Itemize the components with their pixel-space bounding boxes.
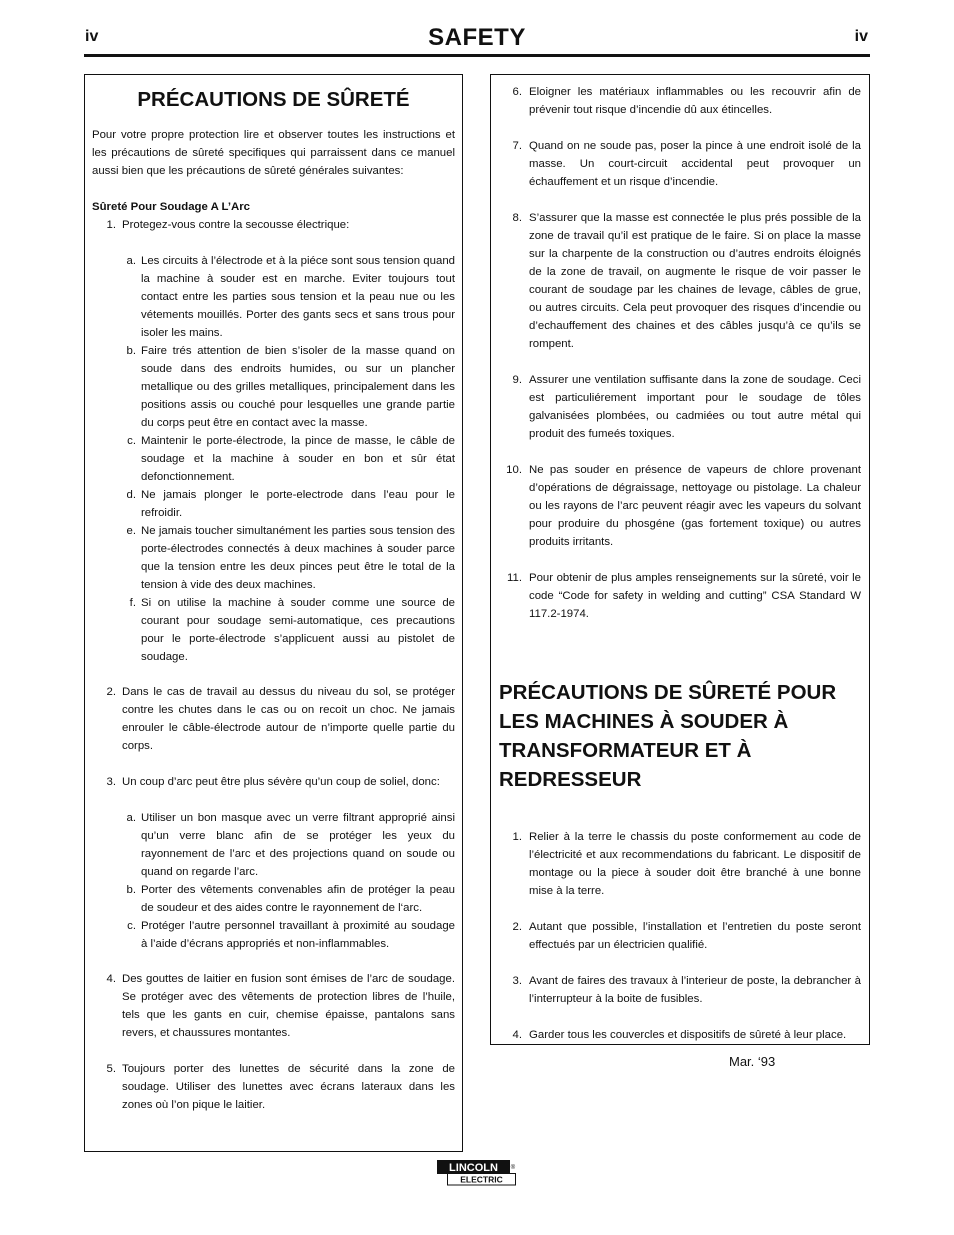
- item-letter: c.: [127, 435, 136, 447]
- item-number: 10.: [506, 464, 522, 476]
- right-column-box: [490, 74, 870, 1045]
- item-number: 11.: [507, 572, 522, 584]
- intro-paragraph: Pour votre propre protection lire et observer toutes les instructions et les précautions de sûreté specifiques qui parraissent dans ce manuel aussi bien que les précautions de sûreté générales suivantes:: [92, 129, 455, 177]
- page-number-left: iv: [85, 28, 99, 45]
- item-number: 1.: [512, 831, 522, 843]
- list-item: [499, 137, 861, 191]
- list-item: [499, 569, 861, 623]
- item-text: Assurer une ventilation suffisante dans la zone de soudage. Ceci est particuliérement important pour le soudage de tôles galvanisées plombées, ou cadmiées ou tout autre métal qui produit des fumeés toxiques.: [529, 374, 861, 440]
- list-item: [499, 461, 861, 551]
- revision-date: Mar. ‘93: [729, 1054, 776, 1069]
- lincoln-electric-logo: [437, 1160, 517, 1186]
- item-text: Maintenir le porte-électrode, la pince de masse, le câble de soudage et la machine à souder en bon et sûr état defonctionnement.: [141, 435, 455, 483]
- item-text: Ne pas souder en présence de vapeurs de chlore provenant d’opérations de dégraissage, nettoyage ou pistolage. La chaleur ou les rayons de l’arc peuvent réagir avec les vapeurs du solvant pour produire du phosgéne (gas fortement toxique) ou autres produits irritants.: [529, 464, 861, 548]
- item-letter: f.: [129, 597, 136, 609]
- item-letter: d.: [126, 489, 136, 501]
- logo-registered-mark: ®: [510, 1165, 516, 1171]
- item-number: 4.: [512, 1029, 522, 1041]
- item-text: Les circuits à l’électrode et à la piéce sont sous tension quand la machine à souder est en marche. Eviter toujours tout contact entre les parties sous tension et la peau nue ou les vétements mouillés. Porter des gants secs et sans trous pour isoler les mains.: [141, 255, 455, 339]
- item-letter: e.: [126, 525, 136, 537]
- item-number: 8.: [512, 212, 522, 224]
- item-text: Ne jamais toucher simultanément les parties sous tension des porte-électrodes connectés à deux machines à souder parce que la tension entre les deux pinces peut être le total de la tension à vide des deux machines.: [141, 525, 455, 591]
- item-letter: a.: [126, 812, 136, 824]
- item-text: Protéger l’autre personnel travaillant à proximité au soudage à l’aide d’écrans appropriés et non-inflammables.: [141, 920, 455, 950]
- left-column-box: [84, 74, 463, 1152]
- left-heading: PRÉCAUTIONS DE SÛRETÉ: [137, 88, 410, 111]
- item-text: Quand on ne soude pas, poser la pince à une endroit isolé de la masse. Un court-circuit accidental peut provoquer un échauffement et un risque d’incendie.: [529, 140, 861, 188]
- item-text: Avant de faires des travaux à l’interieur de poste, la debrancher à l’interrupteur à la boite de fusibles.: [529, 975, 861, 1005]
- item-number: 2.: [106, 686, 116, 698]
- item-text: Ne jamais plonger le porte-electrode dans l’eau pour le refroidir.: [141, 489, 455, 519]
- page-number-right: iv: [854, 28, 868, 45]
- item-text: Protegez-vous contre la secousse électrique:: [122, 219, 350, 231]
- logo-top-text: LINCOLN: [449, 1162, 498, 1174]
- item-letter: b.: [126, 884, 136, 896]
- list-item: [92, 970, 455, 1042]
- list-item: [92, 1060, 455, 1114]
- item-text: Un coup d’arc peut être plus sévère qu’un coup de soliel, donc:: [122, 776, 440, 788]
- item-number: 9.: [512, 374, 522, 386]
- list-item: [499, 371, 861, 443]
- item-text: Autant que possible, l’installation et l’entretien du poste seront effectués par un électricien qualifié.: [529, 921, 861, 951]
- list-item: [499, 83, 861, 119]
- item-number: 3.: [106, 776, 116, 788]
- logo-bottom-text: ELECTRIC: [460, 1174, 503, 1185]
- item-text: Relier à la terre le chassis du poste conformement au code de l’électricité et aux recommendations du fabricant. Le dispositif de montage ou la piece à souder doit être branché à une bonne mise à la terre.: [529, 831, 861, 897]
- item-text: Utiliser un bon masque avec un verre filtrant approprié ainsi qu’un verre blanc afin de se protéger les yeux du rayonnement de l’arc et des projections quand on soude ou quand on regarde l’arc.: [141, 812, 455, 878]
- list-item: [92, 809, 455, 881]
- arc-welding-subheading: Sûreté Pour Soudage A L’Arc: [92, 201, 251, 213]
- item-text: Porter des vêtements convenables afin de protéger la peau de soudeur et des aides contre le rayonnement de l‘arc.: [141, 884, 455, 914]
- list-item: [92, 216, 455, 234]
- item-number: 3.: [512, 975, 522, 987]
- list-item: [92, 773, 455, 791]
- list-item: [92, 594, 455, 666]
- item-letter: b.: [126, 345, 136, 357]
- item-text: Toujours porter des lunettes de sécurité dans la zone de soudage. Utiliser des lunettes avec écrans lateraux dans les zones où l’on pique le laitier.: [122, 1063, 455, 1111]
- transformer-safety-heading: PRÉCAUTIONS DE SÛRETÉ POUR LES MACHINES À SOUDER À TRANSFORMATEUR ET À REDRESSEUR: [499, 681, 837, 791]
- item-number: 7.: [512, 140, 522, 152]
- item-number: 4.: [106, 973, 116, 985]
- item-number: 5.: [106, 1063, 116, 1075]
- list-item: [499, 918, 861, 954]
- item-number: 2.: [512, 921, 522, 933]
- list-item: [92, 522, 455, 594]
- header-rule: [84, 54, 870, 57]
- page-title: SAFETY: [428, 24, 526, 51]
- item-text: Garder tous les couvercles et dispositifs de sûreté à leur place.: [529, 1029, 847, 1041]
- list-item: [92, 486, 455, 522]
- item-number: 6.: [512, 86, 522, 98]
- list-item: [499, 1026, 861, 1044]
- item-text: Faire trés attention de bien s’isoler de la masse quand on soude dans des endroits humides, ou sur un plancher metallique ou des grilles metalliques, principalement dans les positions assis ou couché pour lesquelles une grande partie du corps peut être en contact avec la masse.: [141, 345, 455, 429]
- list-item: [92, 881, 455, 917]
- list-item: [92, 432, 455, 486]
- item-text: Des gouttes de laitier en fusion sont émises de l’arc de soudage. Se protéger avec des vêtements de protection libres de l’huile, tels que les gants en cuir, chemise épaisse, pantalons sans revers, et chaussures montantes.: [122, 973, 455, 1039]
- list-item: [92, 252, 455, 342]
- list-item: [499, 972, 861, 1008]
- item-number: 1.: [106, 219, 116, 231]
- list-item: [92, 917, 455, 953]
- list-item: [92, 342, 455, 432]
- list-item: [499, 209, 861, 353]
- item-text: S’assurer que la masse est connectée le plus prés possible de la zone de travail qu’il est pratique de le faire. Si on place la masse sur la charpente de la construction ou d’autres endroits éloignés de la zone de travail, on augmente le risque de voir passer le courant de soudage par les chaines de levage, câbles de grue, ou autres circuits. Cela peut provoquer des risques d’incendie ou d’echauffement des chaines et des câbles jusqu’à ce qu’ils se rompent.: [529, 212, 861, 350]
- list-item: [92, 683, 455, 755]
- item-letter: a.: [126, 255, 136, 267]
- list-item: [499, 828, 861, 900]
- item-text: Eloigner les matériaux inflammables ou les recouvrir afin de prévenir tout risque d’incendie dû aux étincelles.: [529, 86, 861, 116]
- item-text: Si on utilise la machine à souder comme une source de courant pour soudage semi-automatique, ces precautions pour le porte-électrode s’applicuent aussi au pistolet de soudage.: [141, 597, 455, 663]
- item-letter: c.: [127, 920, 136, 932]
- item-text: Dans le cas de travail au dessus du niveau du sol, se protéger contre les chutes dans le cas ou on recoit un choc. Ne jamais enrouler le câble-électrode autour de n’importe quelle partie du corps.: [122, 686, 455, 752]
- item-text: Pour obtenir de plus amples renseignements sur la sûreté, voir le code “Code for safety in welding and cutting” CSA Standard W 117.2-1974.: [529, 572, 861, 620]
